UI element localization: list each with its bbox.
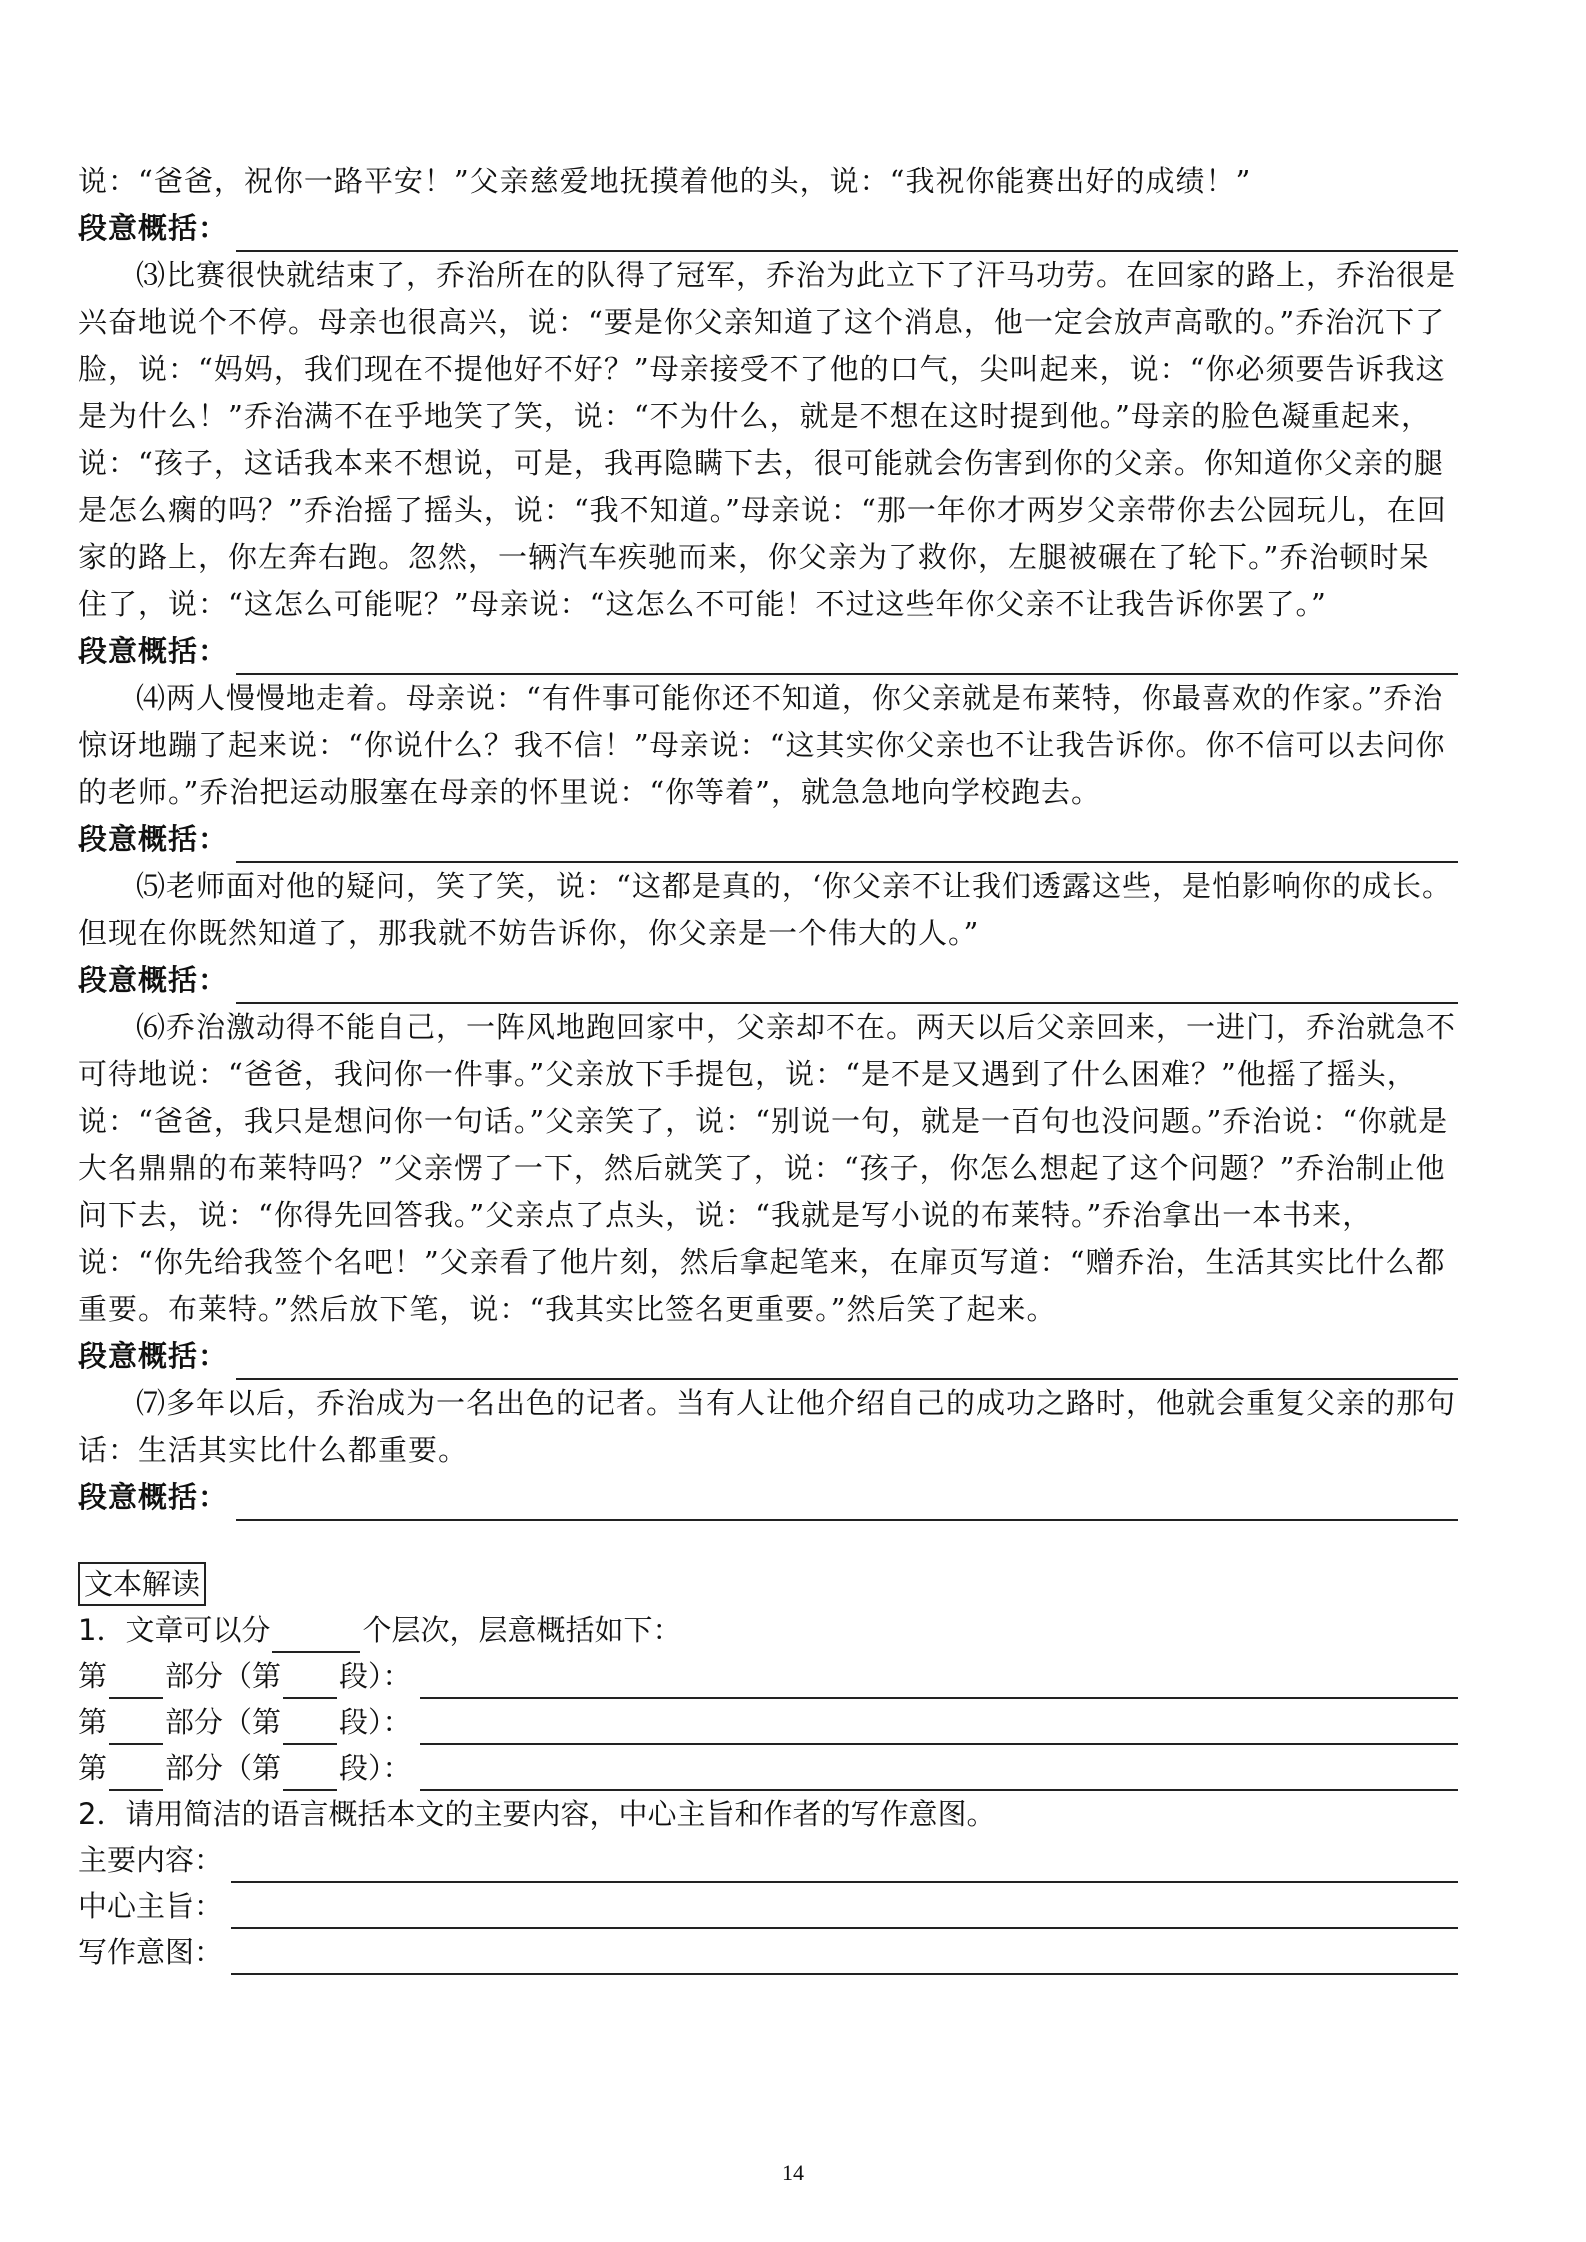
paragraph-range-blank[interactable] (283, 1713, 337, 1745)
part-di-label: 第 (78, 1751, 108, 1785)
part-number-blank[interactable] (109, 1667, 163, 1699)
summary-answer-line[interactable] (236, 1348, 1458, 1380)
summary-answer-line[interactable] (236, 220, 1458, 252)
layer-count-blank[interactable] (272, 1621, 360, 1653)
part-end-label: 段）： (339, 1705, 412, 1739)
summary-row-6 (78, 1333, 1458, 1380)
summary-label: 段意概括： (78, 211, 229, 245)
summary-label: 段意概括： (78, 963, 229, 997)
part-row (78, 1699, 1458, 1745)
summary-label: 段意概括： (78, 634, 229, 668)
paragraph-4: ⑷两人慢慢地走着。母亲说：“有件事可能你还不知道，你父亲就是布莱特，你最喜欢的作家。”乔治惊讶地蹦了起来说：“你说什么？我不信！”母亲说：“这其实你父亲也不让我告诉你。你不信可以去问你的老师。”乔治把运动服塞在母亲的怀里说：“你等着”，就急急地向学校跑去。 (78, 681, 1446, 809)
part-row (78, 1653, 1458, 1699)
paragraph-range-blank[interactable] (283, 1759, 337, 1791)
writing-intent-line[interactable] (231, 1943, 1458, 1975)
worksheet-page (78, 158, 1458, 1975)
paragraph-3: ⑶比赛很快就结束了，乔治所在的队得了冠军，乔治为此立下了汗马功劳。在回家的路上，乔治很是兴奋地说个不停。母亲也很高兴，说：“要是你父亲知道了这个消息，他一定会放声高歌的。”乔治沉下了脸，说：“妈妈，我们现在不提他好不好？”母亲接受不了他的口气，尖叫起来，说：“你必须要告诉我这是为什么！”乔治满不在乎地笑了笑，说：“不为什么，就是不想在这时提到他。”母亲的脸色凝重起来，说：“孩子，这话我本来不想说，可是，我再隐瞒下去，很可能就会伤害到你的父亲。你知道你父亲的腿是怎么瘸的吗？”乔治摇了摇头，说：“我不知道。”母亲说：“那一年你才两岁父亲带你去公园玩儿，在回家的路上，你左奔右跑。忽然，一辆汽车疾驰而来，你父亲为了救你，左腿被碾在了轮下。”乔治顿时呆住了，说：“这怎么可能呢？”母亲说：“这怎么不可能！不过这些年你父亲不让我告诉你罢了。” (78, 258, 1457, 621)
summary-label: 段意概括： (78, 1339, 229, 1373)
part-mid-label: 部分（第 (165, 1705, 282, 1739)
main-content-label: 主要内容： (78, 1843, 224, 1877)
summary-label: 段意概括： (78, 1480, 229, 1514)
question-2-text: 2．请用简洁的语言概括本文的主要内容，中心主旨和作者的写作意图。 (78, 1797, 996, 1831)
part-row (78, 1745, 1458, 1791)
paragraph-2-end: 说：“爸爸，祝你一路平安！”父亲慈爱地抚摸着他的头，说：“我祝你能赛出好的成绩！” (78, 164, 1252, 198)
question-1-prefix: 1．文章可以分 (78, 1613, 271, 1647)
reading-passage (78, 158, 1458, 1521)
part-end-label: 段）： (339, 1659, 412, 1693)
paragraph-6: ⑹乔治激动得不能自己，一阵风地跑回家中，父亲却不在。两天以后父亲回来，一进门，乔治就急不可待地说：“爸爸，我问你一件事。”父亲放下手提包，说：“是不是又遇到了什么困难？”他摇了摇头，说：“爸爸，我只是想问你一句话。”父亲笑了，说：“别说一句，就是一百句也没问题。”乔治说：“你就是大名鼎鼎的布莱特吗？”父亲愣了一下，然后就笑了，说：“孩子，你怎么想起了这个问题？”乔治制止他问下去，说：“你得先回答我。”父亲点了点头，说：“我就是写小说的布莱特。”乔治拿出一本书来，说：“你先给我签个名吧！”父亲看了他片刻，然后拿起笔来，在扉页写道：“赠乔治，生活其实比什么都重要。布莱特。”然后放下笔，说：“我其实比签名更重要。”然后笑了起来。 (78, 1010, 1457, 1326)
part-mid-label: 部分（第 (165, 1659, 282, 1693)
writing-intent-label: 写作意图： (78, 1935, 224, 1969)
part-mid-label: 部分（第 (165, 1751, 282, 1785)
part-summary-line[interactable] (420, 1667, 1458, 1699)
central-theme-label: 中心主旨： (78, 1889, 224, 1923)
summary-answer-line[interactable] (236, 643, 1458, 675)
section-title: 文本解读 (78, 1562, 206, 1606)
summary-row-4 (78, 816, 1458, 863)
part-number-blank[interactable] (109, 1713, 163, 1745)
paragraph-7: ⑺多年以后，乔治成为一名出色的记者。当有人让他介绍自己的成功之路时，他就会重复父亲的那句话：生活其实比什么都重要。 (78, 1386, 1457, 1467)
writing-intent-row (78, 1929, 1458, 1975)
question-1-suffix: 个层次，层意概括如下： (362, 1613, 682, 1647)
summary-row-7 (78, 1474, 1458, 1521)
summary-answer-line[interactable] (236, 972, 1458, 1004)
question-2 (78, 1791, 1458, 1837)
main-content-line[interactable] (231, 1851, 1458, 1883)
paragraph-range-blank[interactable] (283, 1667, 337, 1699)
part-end-label: 段）： (339, 1751, 412, 1785)
summary-row-5 (78, 957, 1458, 1004)
question-1 (78, 1607, 1458, 1653)
main-content-row (78, 1837, 1458, 1883)
central-theme-row (78, 1883, 1458, 1929)
text-analysis-section (78, 1561, 1458, 1975)
paragraph-5: ⑸老师面对他的疑问，笑了笑，说：“这都是真的，‘你父亲不让我们透露这些，是怕影响你的成长。但现在你既然知道了，那我就不妨告诉你，你父亲是一个伟大的人。” (78, 869, 1453, 950)
part-summary-line[interactable] (420, 1713, 1458, 1745)
summary-row-2 (78, 205, 1458, 252)
central-theme-line[interactable] (231, 1897, 1458, 1929)
part-number-blank[interactable] (109, 1759, 163, 1791)
summary-label: 段意概括： (78, 822, 229, 856)
page-number: 14 (782, 2160, 804, 2185)
summary-row-3 (78, 628, 1458, 675)
part-di-label: 第 (78, 1705, 108, 1739)
summary-answer-line[interactable] (236, 1489, 1458, 1521)
summary-answer-line[interactable] (236, 831, 1458, 863)
part-di-label: 第 (78, 1659, 108, 1693)
part-summary-line[interactable] (420, 1759, 1458, 1791)
